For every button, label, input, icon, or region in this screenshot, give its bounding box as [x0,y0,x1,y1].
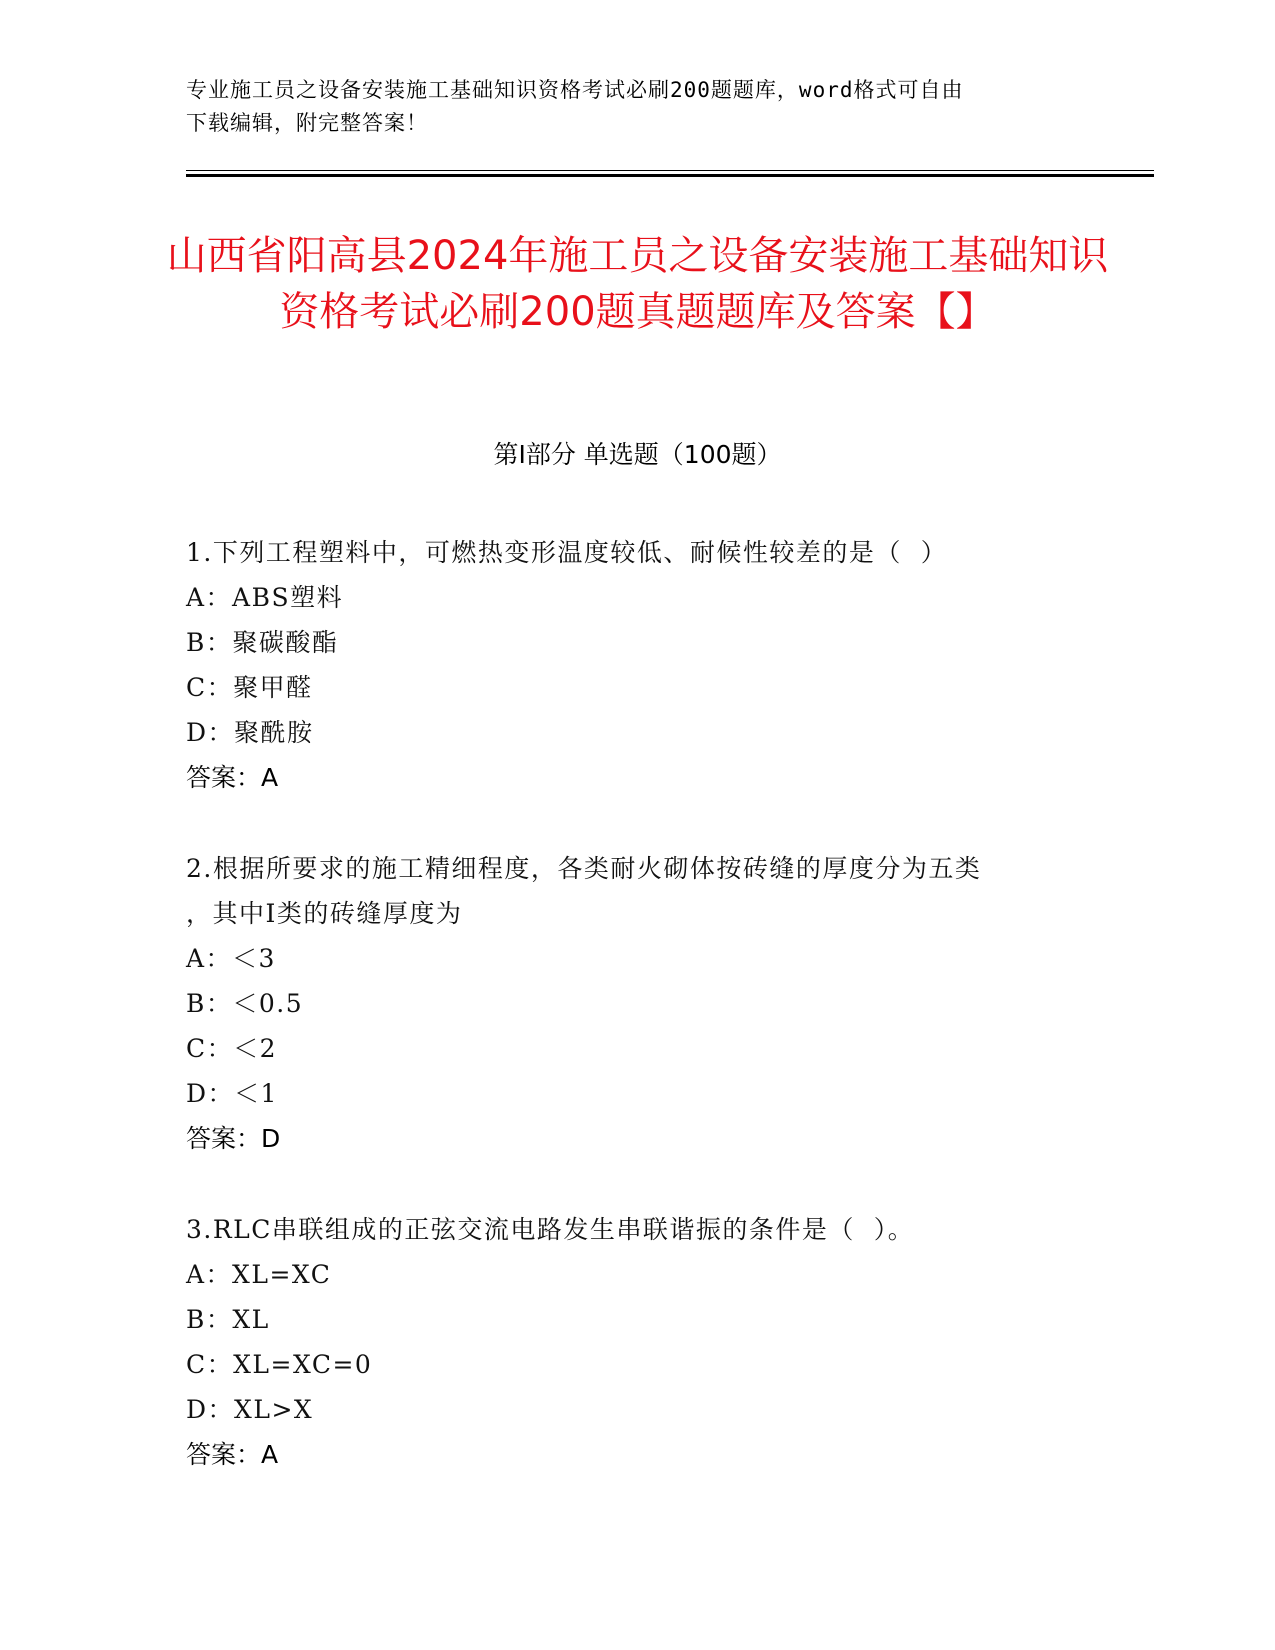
question-3-option-b: B：XL [186,1305,270,1334]
header-intro-line-1: 专业施工员之设备安装施工基础知识资格考试必刷200题题库，word格式可自由 [186,78,964,102]
question-3-stem: 3.RLC串联组成的正弦交流电路发生串联谐振的条件是（ ）。 [186,1215,915,1244]
question-2-stem-line-1: 2.根据所要求的施工精细程度，各类耐火砌体按砖缝的厚度分为五类 [186,854,982,883]
question-3 [186,1207,1086,1477]
header-divider-thin [186,170,1154,171]
question-2-option-a: A：＜3 [186,944,276,973]
header-intro-line-2: 下载编辑，附完整答案！ [186,111,428,135]
question-1-option-c: C：聚甲醛 [186,673,313,702]
question-3-option-c: C：XL=XC=0 [186,1350,373,1379]
question-2-option-d: D：＜1 [186,1079,278,1108]
document-title: 山西省阳高县2024年施工员之设备安装施工基础知识资格考试必刷200题真题题库及答案【】 [166,233,1109,335]
question-2-answer: 答案：D [186,1124,281,1153]
question-3-answer: 答案：A [186,1440,279,1469]
question-2-option-b: B：＜0.5 [186,989,304,1018]
question-1 [186,530,1086,800]
question-2-stem-line-2: ，其中Ⅰ类的砖缝厚度为 [186,899,463,928]
header-divider-thick [186,174,1154,177]
question-1-option-b: B：聚碳酸酯 [186,628,339,657]
question-1-answer: 答案：A [186,763,279,792]
question-3-option-d: D：XL>X [186,1395,314,1424]
question-2-option-c: C：＜2 [186,1034,278,1063]
question-list [186,530,1086,1523]
question-1-option-d: D：聚酰胺 [186,718,314,747]
question-2 [186,846,1086,1161]
section-title: 第Ⅰ部分 单选题（100题） [493,440,782,469]
question-1-stem: 1.下列工程塑料中，可燃热变形温度较低、耐候性较差的是（ ） [186,538,948,567]
header-intro [186,74,1066,140]
question-3-option-a: A：XL=XC [186,1260,332,1289]
question-1-option-a: A：ABS塑料 [186,583,344,612]
